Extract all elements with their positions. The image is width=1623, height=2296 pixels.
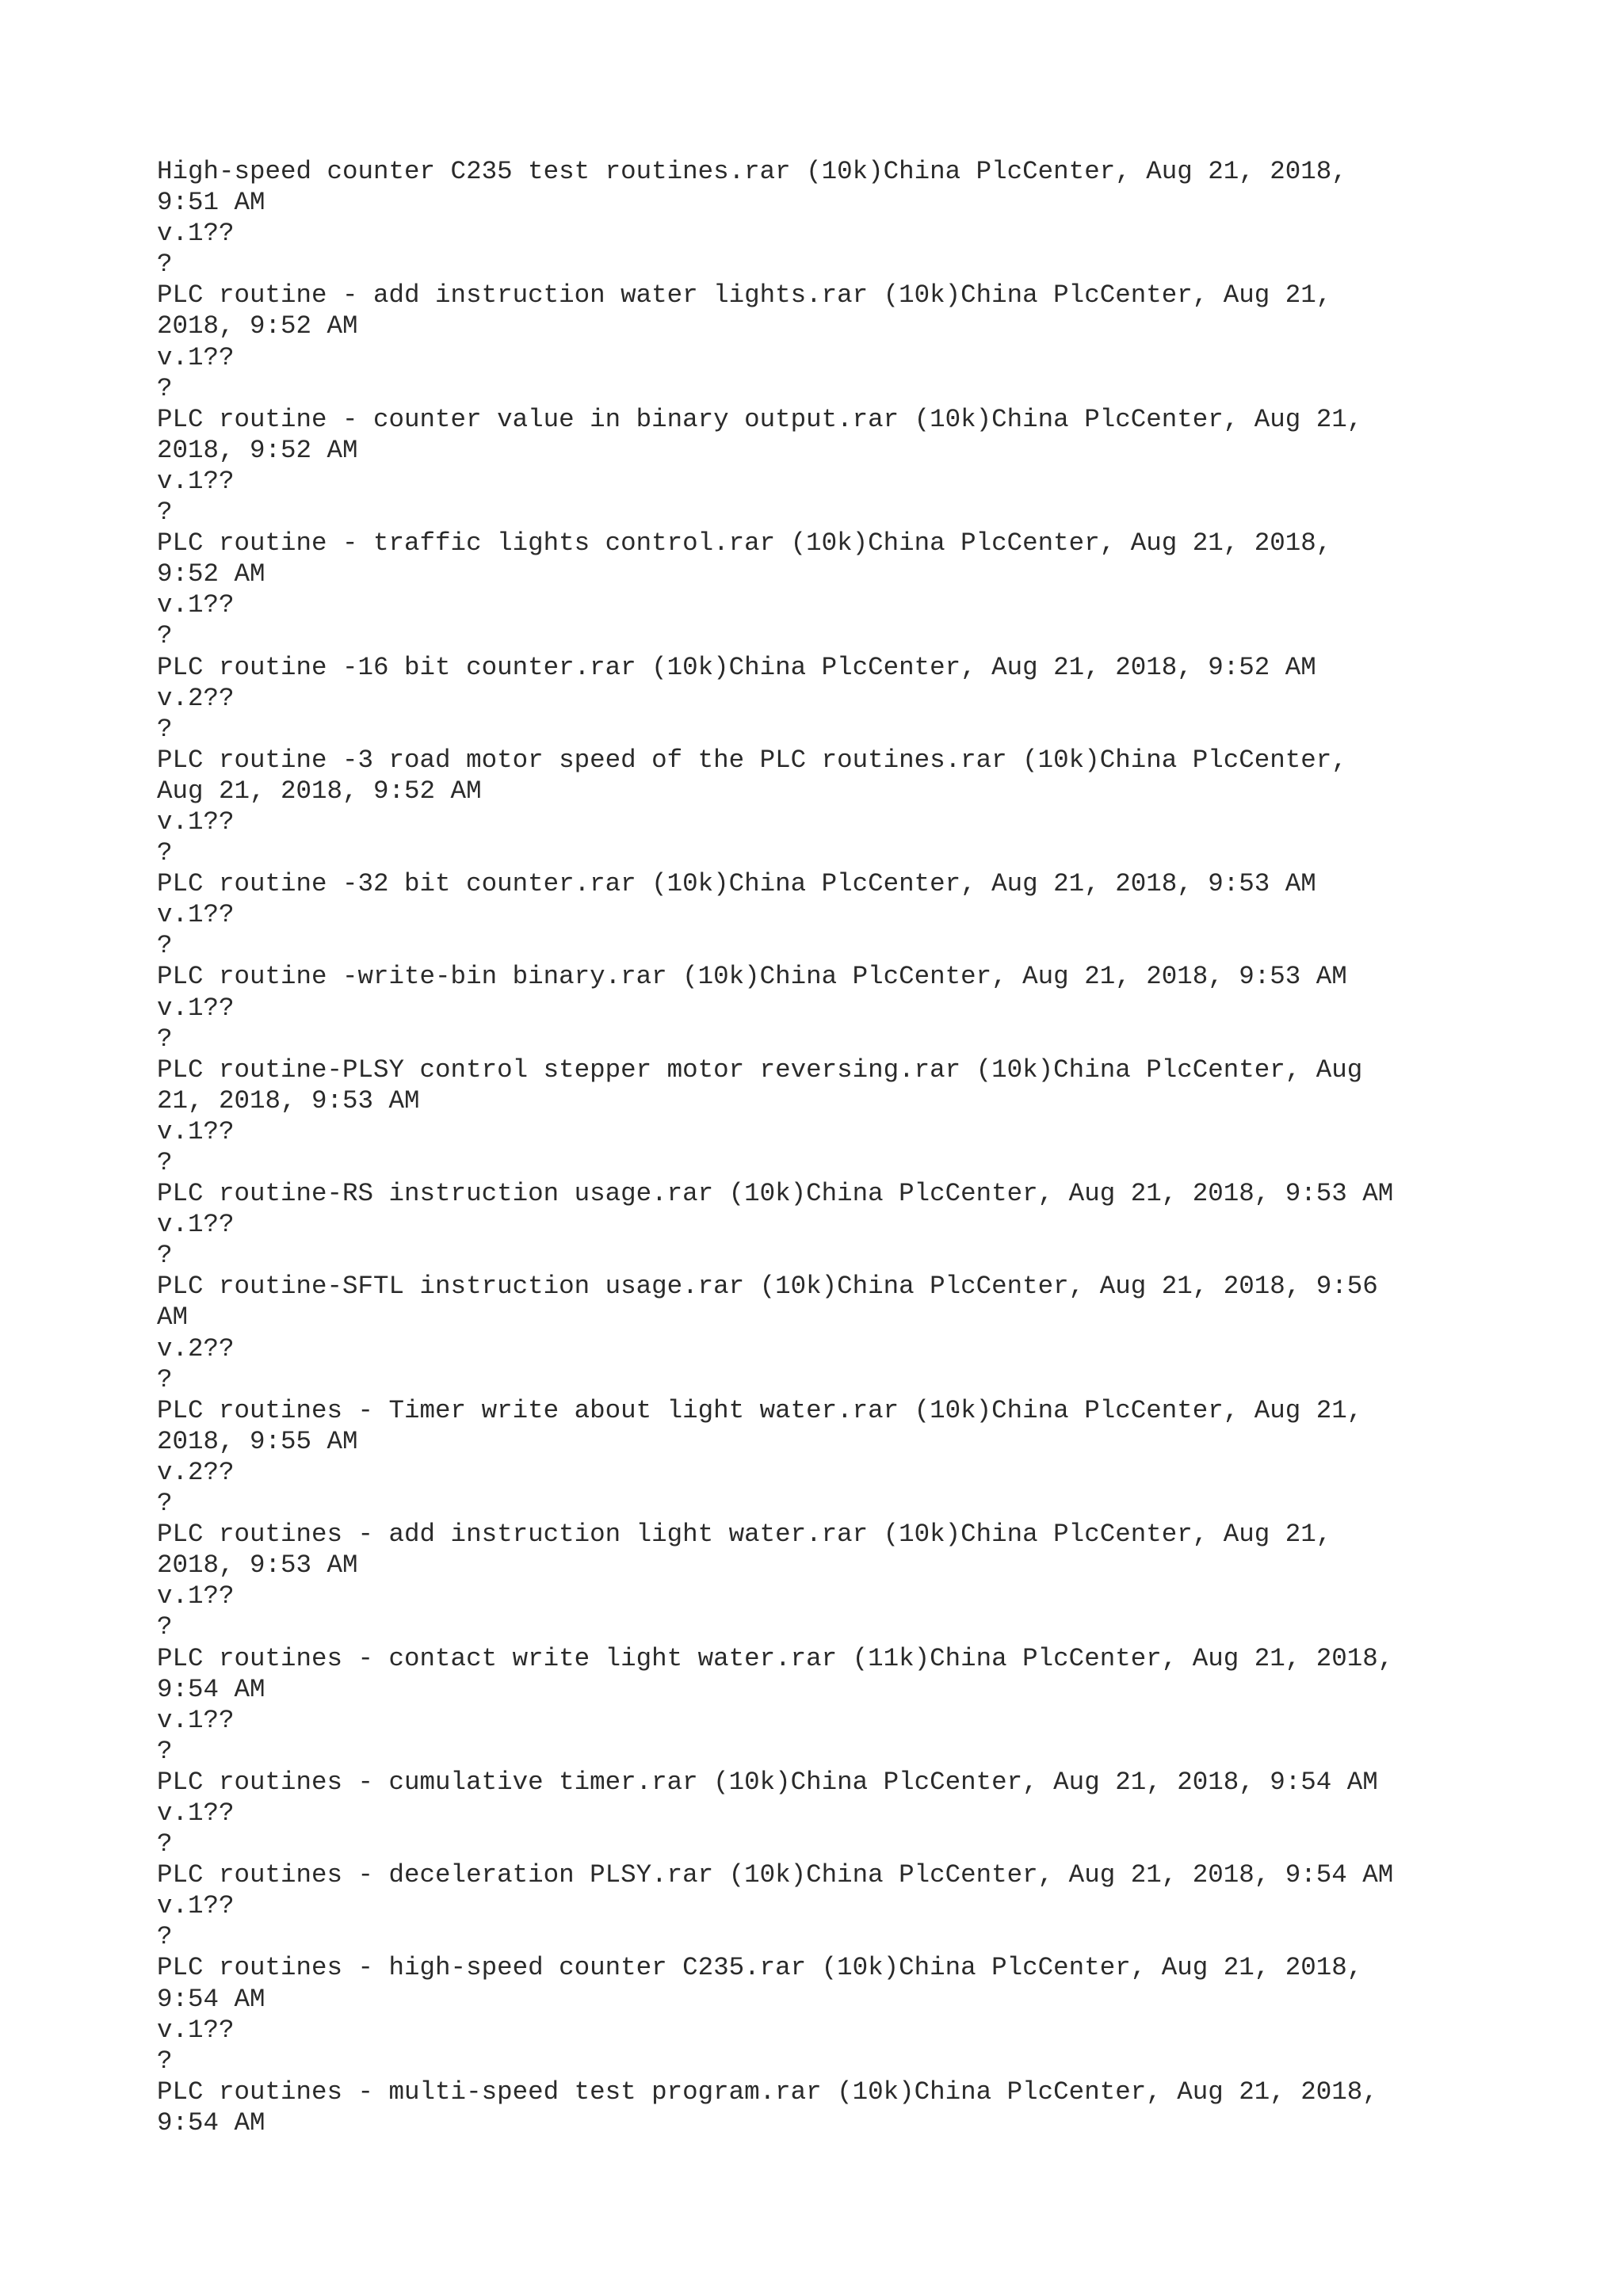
file-entry-line: PLC routine -write-bin binary.rar (10k)China PlcCenter, Aug 21, 2018, 9:53 AM — [157, 962, 1347, 992]
version-line: v.2?? — [157, 1333, 235, 1363]
separator-mark: ? — [157, 714, 173, 744]
separator-mark: ? — [157, 250, 173, 280]
version-line: v.1?? — [157, 342, 235, 372]
document-text — [157, 156, 1520, 2138]
timestamp-line: 9:54 AM — [157, 1674, 265, 1704]
timestamp-line: 9:54 AM — [157, 2107, 265, 2138]
version-line: v.1?? — [157, 1116, 235, 1146]
separator-mark: ? — [157, 1612, 173, 1642]
separator-mark: ? — [157, 1148, 173, 1177]
separator-mark: ? — [157, 1241, 173, 1271]
version-line: v.1?? — [157, 900, 235, 930]
version-line: v.1?? — [157, 1798, 235, 1828]
file-entry-line: PLC routines - cumulative timer.rar (10k)China PlcCenter, Aug 21, 2018, 9:54 AM — [157, 1767, 1378, 1797]
version-line: v.1?? — [157, 1210, 235, 1240]
file-entry-line: PLC routine-SFTL instruction usage.rar (10k)China PlcCenter, Aug 21, 2018, 9:56 — [157, 1272, 1378, 1302]
separator-mark: ? — [157, 1922, 173, 1952]
separator-mark: ? — [157, 498, 173, 528]
separator-mark: ? — [157, 621, 173, 651]
version-line: v.2?? — [157, 683, 235, 713]
file-entry-line: PLC routine - counter value in binary output.rar (10k)China PlcCenter, Aug 21, — [157, 404, 1363, 434]
version-line: v.1?? — [157, 466, 235, 496]
separator-mark: ? — [157, 1024, 173, 1054]
version-line: v.1?? — [157, 1581, 235, 1611]
file-entry-line: PLC routine -32 bit counter.rar (10k)China PlcCenter, Aug 21, 2018, 9:53 AM — [157, 869, 1316, 899]
separator-mark: ? — [157, 2046, 173, 2076]
version-line: v.1?? — [157, 1891, 235, 1921]
timestamp-line: 9:54 AM — [157, 1984, 265, 2014]
version-line: v.1?? — [157, 590, 235, 620]
file-entry-line: PLC routines - contact write light water.rar (11k)China PlcCenter, Aug 21, 2018, — [157, 1643, 1394, 1673]
timestamp-line: AM — [157, 1302, 189, 1333]
file-entry-line: PLC routines - multi-speed test program.rar (10k)China PlcCenter, Aug 21, 2018, — [157, 2077, 1378, 2107]
timestamp-line: 2018, 9:53 AM — [157, 1550, 358, 1581]
timestamp-line: 21, 2018, 9:53 AM — [157, 1085, 420, 1116]
timestamp-line: Aug 21, 2018, 9:52 AM — [157, 776, 482, 806]
file-entry-line: PLC routine - traffic lights control.rar (10k)China PlcCenter, Aug 21, 2018, — [157, 528, 1332, 559]
version-line: v.2?? — [157, 1457, 235, 1487]
timestamp-line: 9:52 AM — [157, 559, 265, 589]
separator-mark: ? — [157, 1736, 173, 1766]
timestamp-line: 9:51 AM — [157, 188, 265, 218]
separator-mark: ? — [157, 838, 173, 868]
separator-mark: ? — [157, 931, 173, 961]
version-line: v.1?? — [157, 1705, 235, 1735]
separator-mark: ? — [157, 373, 173, 403]
separator-mark: ? — [157, 1489, 173, 1519]
version-line: v.1?? — [157, 993, 235, 1023]
file-entry-line: PLC routines - high-speed counter C235.rar (10k)China PlcCenter, Aug 21, 2018, — [157, 1953, 1363, 1983]
version-line: v.1?? — [157, 2015, 235, 2045]
file-entry-line: PLC routines - deceleration PLSY.rar (10k)China PlcCenter, Aug 21, 2018, 9:54 AM — [157, 1860, 1394, 1890]
version-line: v.1?? — [157, 807, 235, 837]
separator-mark: ? — [157, 1364, 173, 1394]
file-entry-line: PLC routine-PLSY control stepper motor reversing.rar (10k)China PlcCenter, Aug — [157, 1055, 1363, 1085]
file-entry-line: PLC routine-RS instruction usage.rar (10k)China PlcCenter, Aug 21, 2018, 9:53 AM — [157, 1179, 1394, 1209]
file-entry-line: High-speed counter C235 test routines.rar (10k)China PlcCenter, Aug 21, 2018, — [157, 157, 1347, 186]
file-entry-line: PLC routine -3 road motor speed of the PLC routines.rar (10k)China PlcCenter, — [157, 745, 1347, 775]
timestamp-line: 2018, 9:52 AM — [157, 435, 358, 465]
file-entry-line: PLC routine -16 bit counter.rar (10k)China PlcCenter, Aug 21, 2018, 9:52 AM — [157, 652, 1316, 682]
file-entry-line: PLC routines - Timer write about light water.rar (10k)China PlcCenter, Aug 21, — [157, 1395, 1363, 1425]
timestamp-line: 2018, 9:55 AM — [157, 1426, 358, 1456]
file-entry-line: PLC routine - add instruction water lights.rar (10k)China PlcCenter, Aug 21, — [157, 280, 1332, 311]
version-line: v.1?? — [157, 219, 235, 249]
timestamp-line: 2018, 9:52 AM — [157, 311, 358, 341]
separator-mark: ? — [157, 1829, 173, 1859]
file-entry-line: PLC routines - add instruction light water.rar (10k)China PlcCenter, Aug 21, — [157, 1520, 1332, 1550]
